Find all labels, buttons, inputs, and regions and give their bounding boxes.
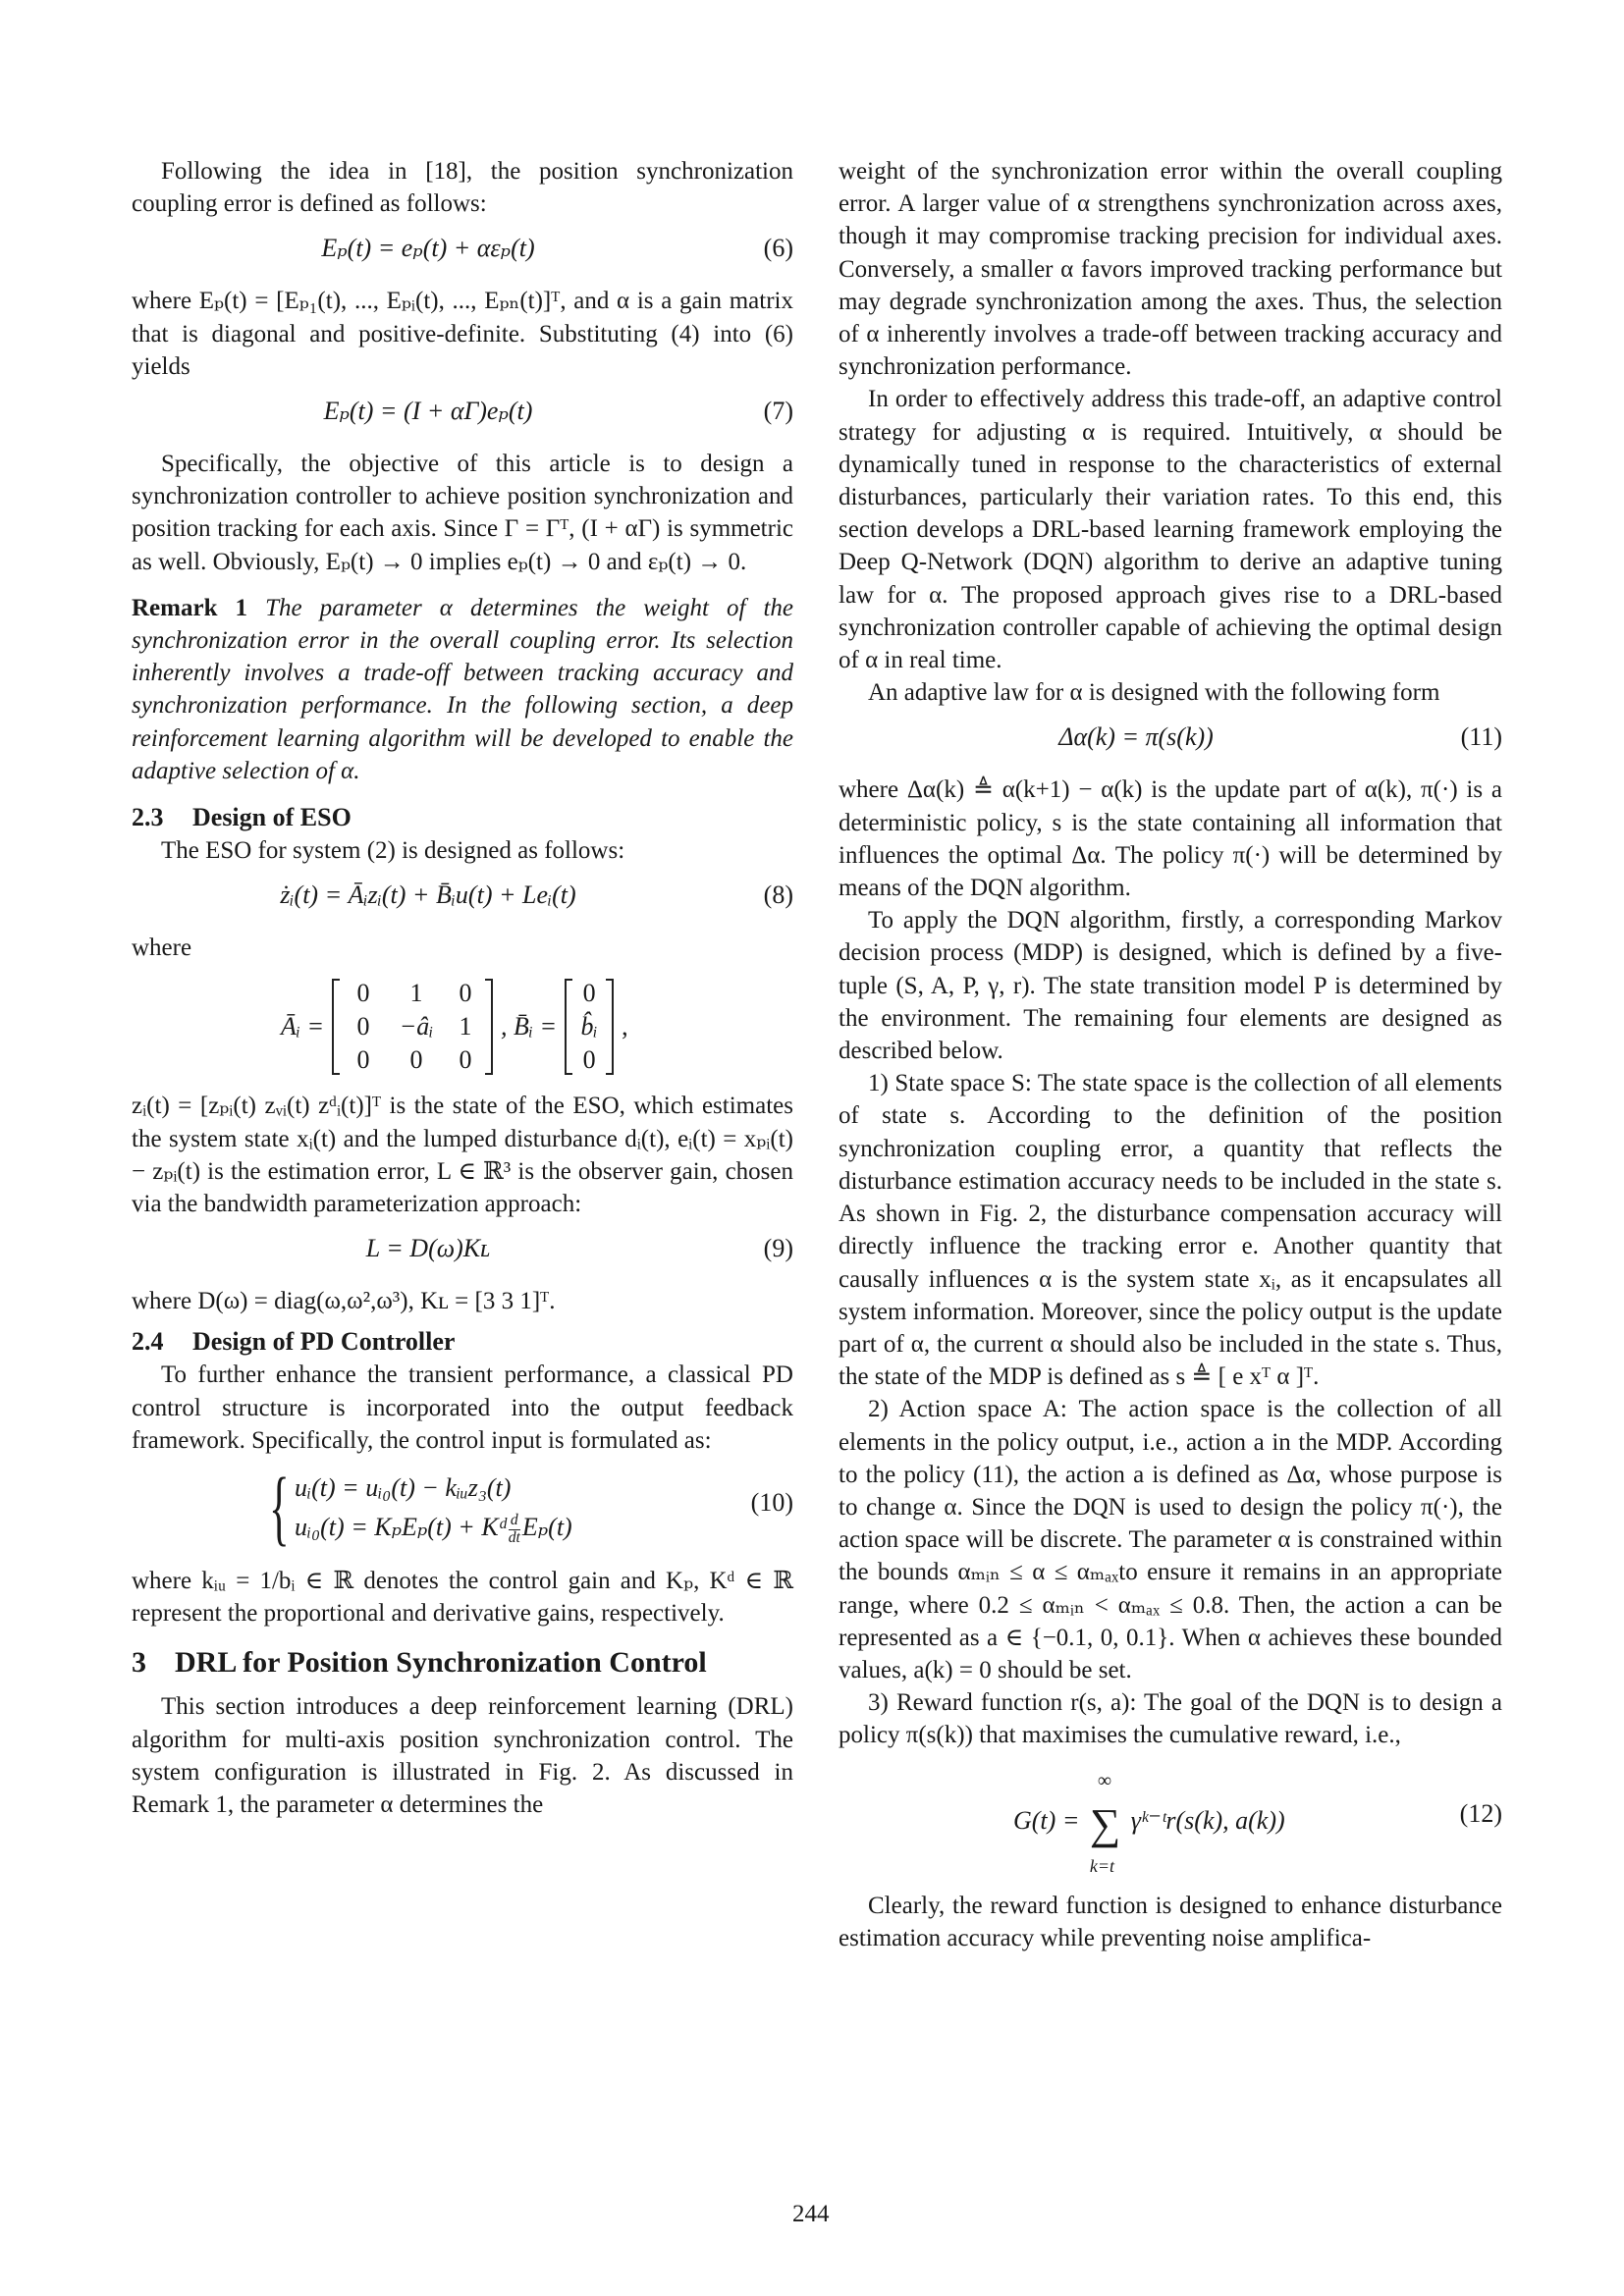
paragraph: Specifically, the objective of this article is to design a synchronization controller to achieve position synchronization and position tracking for each axis. Since Γ = Γᵀ, (I + αΓ) is symmetric as well. Obviously, Eₚ(t) → 0 implies eₚ(t) → 0 and εₚ(t) → 0. bbox=[132, 451, 793, 575]
equation-number: (8) bbox=[763, 881, 793, 910]
equation-body bbox=[1013, 1769, 1285, 1876]
equation-7 bbox=[132, 383, 793, 448]
paragraph: To apply the DQN algorithm, firstly, a corresponding Markov decision process (MDP) is designed, which is defined by a five-tuple (S, A, P, γ, r). The state transition model P is determined by the environment. The remaining four elements are designed as described below. bbox=[839, 907, 1502, 1065]
paragraph: zᵢ(t) = [zₚᵢ(t) zᵥᵢ(t) zᵈᵢ(t)]ᵀ is the state of the ESO, which estimates the system state xᵢ(t) and the lumped disturbance dᵢ(t), eᵢ(t) = xₚᵢ(t) − zₚᵢ(t) is the estimation error, L ∈ ℝ³ is the observer gain, chosen via the bandwidth parameterization approach: bbox=[132, 1093, 793, 1218]
section-number: 2.4 bbox=[132, 1327, 164, 1357]
paragraph: where D(ω) = diag(ω,ω²,ω³), Kʟ = [3 3 1]ᵀ. bbox=[132, 1288, 556, 1315]
paragraph: 3) Reward function r(s, a): The goal of the DQN is to design a policy π(s(k)) that maximises the cumulative reward, i.e., bbox=[839, 1689, 1502, 1749]
section-number: 2.3 bbox=[132, 803, 164, 832]
section-heading-2-4 bbox=[132, 1325, 793, 1359]
equation-lhs: G(t) = bbox=[1013, 1805, 1080, 1835]
matrix-b-label: , B̄ᵢ = bbox=[501, 1012, 558, 1041]
page-number: 244 bbox=[792, 2201, 830, 2227]
equation-body: L = D(ω)Kʟ bbox=[365, 1234, 491, 1263]
matrix-a-label: Āᵢ = bbox=[281, 1012, 325, 1041]
right-column bbox=[839, 155, 1502, 1954]
paragraph: An adaptive law for α is designed with the following form bbox=[868, 679, 1440, 707]
sum-upper-limit: ∞ bbox=[1097, 1769, 1112, 1791]
fraction-numerator: d bbox=[509, 1513, 520, 1529]
matrix-comma: , bbox=[622, 1012, 628, 1041]
matrix-cell: −âᵢ bbox=[399, 1012, 434, 1041]
section-title: Design of PD Controller bbox=[192, 1327, 456, 1357]
left-column bbox=[132, 155, 793, 1821]
equation-body: Δα(k) = π(s(k)) bbox=[1058, 722, 1214, 752]
equation-part: uᵢ₀(t) = KₚEₚ(t) + Kᵈ bbox=[295, 1513, 507, 1542]
remark-label: Remark 1 bbox=[132, 594, 248, 621]
equation-row: uᵢ(t) = uᵢ₀(t) − kᵢᵤz₃(t) bbox=[295, 1473, 512, 1503]
section-number: 3 bbox=[132, 1646, 146, 1680]
sum-lower-limit: k=t bbox=[1089, 1855, 1115, 1876]
derivative-fraction bbox=[509, 1513, 520, 1546]
section-heading-2-3 bbox=[132, 801, 793, 834]
matrix-cell: 0 bbox=[409, 1045, 423, 1075]
equation-8 bbox=[132, 867, 793, 932]
section-heading-3 bbox=[132, 1643, 793, 1682]
sigma: ∑ bbox=[1089, 1799, 1121, 1848]
section-title: Design of ESO bbox=[192, 803, 352, 832]
paragraph: where bbox=[132, 934, 192, 962]
equation-body: Eₚ(t) = eₚ(t) + αεₚ(t) bbox=[321, 234, 535, 263]
paragraph: where Eₚ(t) = [Eₚ₁(t), ..., Eₚᵢ(t), ..., Eₚₙ(t)]ᵀ, and α is a gain matrix that is diagonal and positive-definite. Substituting (4) into (6) yields bbox=[132, 288, 793, 380]
paragraph: where kᵢᵤ = 1/bᵢ ∈ ℝ denotes the control gain and Kₚ, Kᵈ ∈ ℝ represent the proportional and derivative gains, respectively. bbox=[132, 1568, 793, 1628]
equation-10 bbox=[132, 1457, 793, 1565]
paragraph: The ESO for system (2) is designed as follows: bbox=[161, 837, 625, 865]
matrix-b bbox=[565, 979, 614, 1075]
remark-text: The parameter α determines the weight of the synchronization error in the overall coupling error. Its selection inherently involves a trade-off between tracking accuracy and synchronization performance. In the following section, a deep reinforcement learning algorithm will be developed to enable the adaptive selection of α. bbox=[132, 594, 793, 784]
equation-9 bbox=[132, 1220, 793, 1285]
section-title: DRL for Position Synchronization Control bbox=[175, 1646, 707, 1680]
matrix-cell: 0 bbox=[582, 979, 596, 1008]
equation-number: (12) bbox=[1459, 1798, 1502, 1828]
matrix-cell: 1 bbox=[409, 979, 423, 1008]
paragraph: 1) State space S: The state space is the collection of all elements of state s. According to the definition of the position synchronization coupling error, a quantity that reflects the disturbance estimation accuracy needs to be included in the state s. As shown in Fig. 2, the disturbance compensation accuracy will directly influence the tracking error e. Another quantity that causally influences α is the system state xᵢ, as it encapsulates all system information. Moreover, since the policy output is the update part of α, the current α should also be included in the state s. Thus, the state of the MDP is defined as s ≜ [ e xᵀ α ]ᵀ. bbox=[839, 1070, 1502, 1391]
equation-number: (7) bbox=[763, 397, 793, 426]
equation-6 bbox=[132, 220, 793, 285]
summation-symbol bbox=[1089, 1769, 1121, 1876]
paragraph: weight of the synchronization error within the overall coupling error. A larger value of α strengthens synchronization across axes, though it may compromise tracking precision for individual axes. Conversely, a smaller α favors improved tracking performance but may degrade synchronization among the axes. Thus, the selection of α inherently involves a trade-off between tracking accuracy and synchronization performance. bbox=[839, 158, 1502, 381]
matrix-cell: 0 bbox=[356, 979, 370, 1008]
equation-row bbox=[295, 1508, 572, 1547]
paragraph: In order to effectively address this trade-off, an adaptive control strategy for adjusting α is required. Intuitively, α should be dynamically tuned in response to the characteristics of external disturbances, particularly their variation rates. To this end, this section develops a DRL-based learning framework employing the Deep Q-Network (DQN) algorithm to derive an adaptive tuning law for α. The proposed approach gives rise to a DRL-based synchronization controller capable of achieving the optimal design of α in real time. bbox=[839, 386, 1502, 674]
equation-number: (10) bbox=[750, 1488, 793, 1518]
equation-part: Eₚ(t) bbox=[521, 1513, 572, 1542]
paragraph: To further enhance the transient performance, a classical PD control structure is incorporated into the output feedback framework. Specifically, the control input is formulated as: bbox=[132, 1362, 793, 1454]
matrix-definition bbox=[132, 964, 793, 1090]
matrix-cell: 0 bbox=[459, 1045, 472, 1075]
paragraph: This section introduces a deep reinforcement learning (DRL) algorithm for multi-axis position synchronization control. The system configuration is illustrated in Fig. 2. As discussed in Remark 1, the parameter α determines the bbox=[132, 1693, 793, 1819]
equation-number: (11) bbox=[1460, 722, 1502, 752]
equation-12 bbox=[839, 1752, 1502, 1890]
left-brace: { bbox=[269, 1460, 290, 1555]
equation-body: żᵢ(t) = Āᵢzᵢ(t) + B̄ᵢu(t) + Leᵢ(t) bbox=[280, 881, 576, 910]
equation-rhs: γᵏ⁻ᵗr(s(k), a(k)) bbox=[1130, 1805, 1285, 1835]
matrix-cell: 0 bbox=[356, 1045, 370, 1075]
matrix-cell: 0 bbox=[356, 1012, 370, 1041]
matrix-cell: 0 bbox=[459, 979, 472, 1008]
remark-1 bbox=[132, 592, 793, 787]
matrix-cell: 1 bbox=[459, 1012, 472, 1041]
paragraph: Following the idea in [18], the position synchronization coupling error is defined as follows: bbox=[132, 158, 793, 218]
paragraph: where Δα(k) ≜ α(k+1) − α(k) is the update part of α(k), π(·) is a deterministic policy, s is the state containing all information that influences the optimal Δα. The policy π(·) will be determined by means of the DQN algorithm. bbox=[839, 776, 1502, 902]
fraction-denominator: dt bbox=[508, 1528, 520, 1546]
matrix-cell: b̂ᵢ bbox=[580, 1012, 598, 1041]
equation-number: (6) bbox=[763, 234, 793, 263]
equation-11 bbox=[839, 709, 1502, 774]
paragraph: 2) Action space A: The action space is the collection of all elements in the policy output, i.e., action a in the MDP. According to the policy (11), the action a is defined as Δα, whose purpose is to change α. Since the DQN is used to design the policy π(·), the action space will be discrete. The parameter α is constrained within the bounds αₘᵢₙ ≤ α ≤ αₘₐₓto ensure it remains in an appropriate range, where 0.2 ≤ αₘᵢₙ < αₘₐₓ ≤ 0.8. Then, the action a can be represented as a ∈ {−0.1, 0, 0.1}. When α achieves these bounded values, a(k) = 0 should be set. bbox=[839, 1396, 1502, 1683]
matrix-cell: 0 bbox=[582, 1045, 596, 1075]
paragraph: Clearly, the reward function is designed to enhance disturbance estimation accuracy while preventing noise amplifica- bbox=[839, 1892, 1502, 1951]
matrix-a bbox=[332, 979, 493, 1075]
equation-body: Eₚ(t) = (I + αΓ)eₚ(t) bbox=[323, 397, 533, 426]
equation-number: (9) bbox=[763, 1234, 793, 1263]
